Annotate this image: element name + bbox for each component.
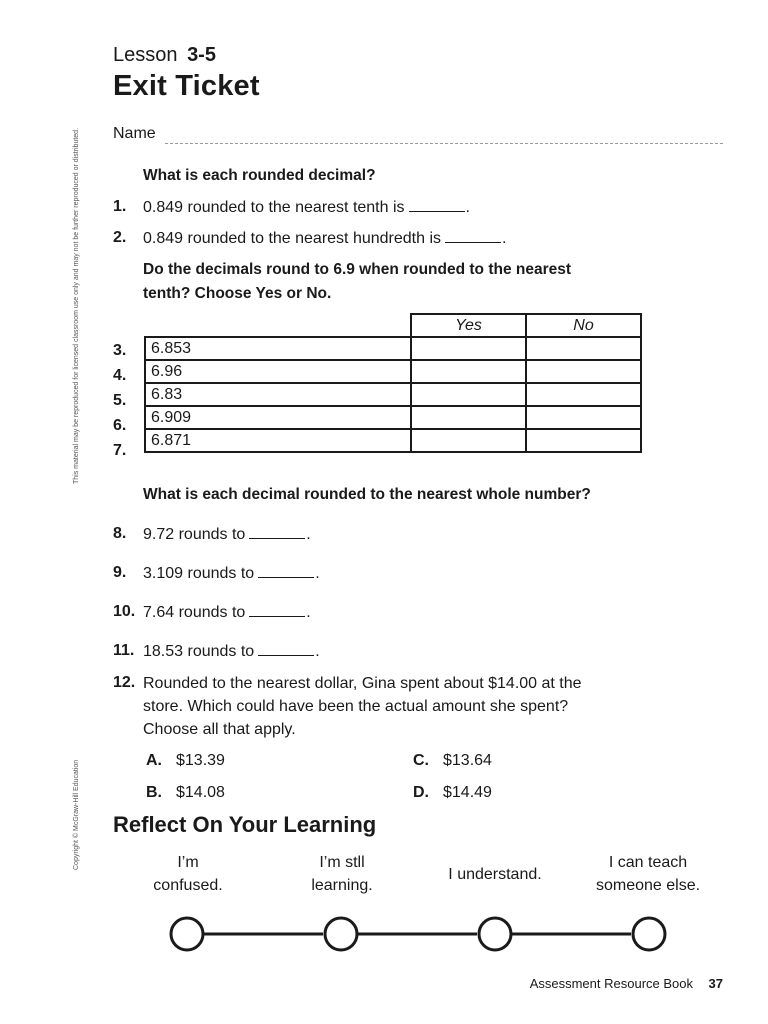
decimal-value: 6.853 xyxy=(145,337,411,360)
option-b[interactable]: B. $14.08 xyxy=(146,784,225,801)
answer-blank[interactable] xyxy=(409,197,465,212)
question-number: 5. xyxy=(113,392,127,409)
copyright-notice: Copyright © McGraw-Hill Education xyxy=(73,759,80,870)
stage-label-confused: I’m confused. xyxy=(153,854,223,894)
yes-cell[interactable] xyxy=(411,383,526,406)
option-c[interactable]: C. $13.64 xyxy=(413,752,492,769)
answer-blank[interactable] xyxy=(445,228,501,243)
column-header-yes: Yes xyxy=(411,314,526,337)
table-corner xyxy=(145,314,411,337)
learning-scale xyxy=(160,910,680,960)
page-title: Exit Ticket xyxy=(113,70,260,102)
scale-circle-learning[interactable] xyxy=(325,918,357,950)
lesson-number: 3-5 xyxy=(187,44,216,66)
scale-circle-confused[interactable] xyxy=(171,918,203,950)
question-9: 3.109 rounds to . xyxy=(143,565,320,582)
question-number: 6. xyxy=(113,417,127,434)
question-number: 3. xyxy=(113,342,127,359)
answer-blank[interactable] xyxy=(249,602,305,617)
page-number: 37 xyxy=(708,976,723,991)
lesson-label xyxy=(113,44,216,67)
yes-cell[interactable] xyxy=(411,337,526,360)
no-cell[interactable] xyxy=(526,337,641,360)
lesson-word: Lesson xyxy=(113,44,178,66)
section3-heading: What is each decimal rounded to the nearest whole number? xyxy=(143,486,591,503)
name-label: Name xyxy=(113,125,156,142)
yes-cell[interactable] xyxy=(411,429,526,452)
no-cell[interactable] xyxy=(526,429,641,452)
question-10: 7.64 rounds to . xyxy=(143,604,311,621)
reflect-heading: Reflect On Your Learning xyxy=(113,812,377,837)
option-a[interactable]: A. $13.39 xyxy=(146,752,225,769)
decimal-value: 6.83 xyxy=(145,383,411,406)
question-number: 12. xyxy=(113,674,136,691)
section2-heading: Do the decimals round to 6.9 when rounded to the nearest tenth? Choose Yes or No. xyxy=(143,261,572,302)
scale-circle-teach[interactable] xyxy=(633,918,665,950)
question-8: 9.72 rounds to . xyxy=(143,526,311,543)
section1-heading: What is each rounded decimal? xyxy=(143,167,376,184)
question-number: 1. xyxy=(113,198,127,215)
yes-cell[interactable] xyxy=(411,406,526,429)
name-field[interactable] xyxy=(165,143,723,144)
stage-label-learning: I’m stll learning. xyxy=(311,854,373,894)
reproduction-notice: This material may be reproduced for licensed classroom use only and may not be further reproduced or distributed. xyxy=(73,127,80,484)
table-row xyxy=(145,337,641,360)
question-number: 9. xyxy=(113,564,127,581)
no-cell[interactable] xyxy=(526,383,641,406)
stage-label-understand: I understand. xyxy=(448,866,542,883)
decimal-value: 6.909 xyxy=(145,406,411,429)
option-d[interactable]: D. $14.49 xyxy=(413,784,492,801)
question-11: 18.53 rounds to . xyxy=(143,643,320,660)
question-2: 0.849 rounded to the nearest hundredth is . xyxy=(143,230,507,247)
question-number: 4. xyxy=(113,367,127,384)
no-cell[interactable] xyxy=(526,360,641,383)
decimal-value: 6.871 xyxy=(145,429,411,452)
yes-no-table xyxy=(144,313,642,453)
answer-blank[interactable] xyxy=(249,524,305,539)
answer-blank[interactable] xyxy=(258,563,314,578)
question-12-text: Rounded to the nearest dollar, Gina spent about $14.00 at the store. Which could have been the actual amount she spent? Choose all that apply. xyxy=(143,675,582,738)
yes-cell[interactable] xyxy=(411,360,526,383)
question-1: 0.849 rounded to the nearest tenth is . xyxy=(143,199,470,216)
no-cell[interactable] xyxy=(526,406,641,429)
table-row xyxy=(145,406,641,429)
column-header-no: No xyxy=(526,314,641,337)
table-row xyxy=(145,360,641,383)
question-number: 7. xyxy=(113,442,127,459)
footer-book-title: Assessment Resource Book xyxy=(529,976,693,991)
decimal-value: 6.96 xyxy=(145,360,411,383)
question-number: 10. xyxy=(113,603,136,620)
answer-blank[interactable] xyxy=(258,641,314,656)
stage-label-teach: I can teach someone else. xyxy=(595,854,701,894)
question-number: 2. xyxy=(113,229,127,246)
question-number: 8. xyxy=(113,525,127,542)
table-row xyxy=(145,429,641,452)
table-row xyxy=(145,383,641,406)
scale-circle-understand[interactable] xyxy=(479,918,511,950)
question-number: 11. xyxy=(113,642,135,659)
